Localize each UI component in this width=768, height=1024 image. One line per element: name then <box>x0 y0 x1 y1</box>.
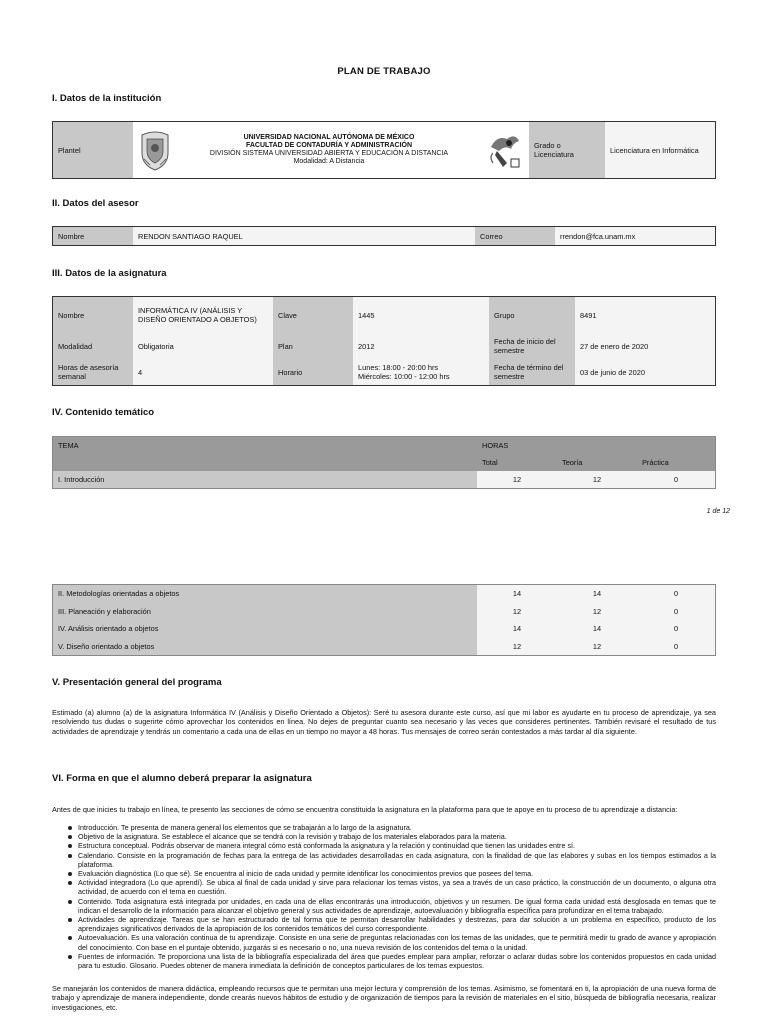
horario-line-1: Lunes: 18:00 - 20:00 hrs <box>358 363 439 372</box>
faculty-name: FACULTAD DE CONTADURÍA Y ADMINISTRACIÓN <box>245 142 413 149</box>
list-item: Objetivo de la asignatura. Se establece el alcance que se tendrá con la revisión y trabajo de los materiales elaborados para la materia. <box>66 832 716 841</box>
termino-label: Fecha de término del semestre <box>489 359 575 385</box>
section-contenido-heading: IV. Contenido temático <box>52 407 155 418</box>
table-row <box>53 603 715 621</box>
list-item: Introducción. Te presenta de manera general los elementos que se trabajarán a lo largo de la asignatura. <box>66 823 716 832</box>
clave-value: 1445 <box>353 297 489 333</box>
total-cell: 12 <box>477 603 557 621</box>
asesor-correo-label: Correo <box>475 227 555 245</box>
practica-cell: 0 <box>637 638 715 656</box>
horas-value: 4 <box>133 359 273 385</box>
plantel-label: Plantel <box>53 122 133 178</box>
horario-line-2: Miércoles: 10:00 - 12:00 hrs <box>358 372 450 381</box>
horario-label: Horario <box>273 359 353 385</box>
grado-value: Licenciatura en Informática <box>605 122 715 178</box>
section-asesor-heading: II. Datos del asesor <box>52 198 139 209</box>
total-header: Total <box>477 454 557 471</box>
division-name: DIVISIÓN SISTEMA UNIVERSIDAD ABIERTA Y EDUCACIÓN A DISTANCIA <box>209 150 449 157</box>
tema-cell: II. Metodologías orientadas a objetos <box>53 585 477 603</box>
modalidad-text: Modalidad: A Distancia <box>293 158 365 165</box>
asignatura-nombre-value: INFORMÁTICA IV (ANÁLISIS Y DISEÑO ORIENTADO A OBJETOS) <box>133 297 273 333</box>
table-row <box>53 585 715 603</box>
teoria-cell: 12 <box>557 638 637 656</box>
unam-seal-icon <box>133 129 177 171</box>
asesor-correo-value: rrendon@fca.unam.mx <box>555 227 715 245</box>
teoria-cell: 14 <box>557 620 637 638</box>
modalidad-value: Obligatoria <box>133 333 273 359</box>
page-title: PLAN DE TRABAJO <box>337 66 431 77</box>
horas-header: HORAS <box>477 437 715 454</box>
teoria-cell: 14 <box>557 585 637 603</box>
section-forma-heading: VI. Forma en que el alumno deberá preparar la asignatura <box>52 773 312 784</box>
asignatura-table <box>52 296 716 386</box>
list-item: Autoevaluación. Es una valoración continua de tu aprendizaje. Consiste en una serie de preguntas relacionadas con los temas de las unidades, que te permitirá medir tu grado de avance y apropiación del conocimiento. Con base en el puntaje obtenido, juzgarás si es necesario o no, una nueva revisión de los contenidos del tema o la unidad. <box>66 933 716 951</box>
horas-label: Horas de asesoría semanal <box>53 359 133 385</box>
contenido-table-page1 <box>52 436 716 489</box>
grado-label: Grado o Licenciatura <box>529 122 605 178</box>
presentacion-paragraph: Estimado (a) alumno (a) de la asignatura Informática IV (Análisis y Diseño Orientado a Objetos): Seré tu asesora durante este curso, así que mi labor es ayudarte en tu proceso de aprendizaje, ya sea resolviendo tus dudas o sugerirte cómo aprovechar los contenidos en línea. No dejes de preguntar cuanto sea necesario y las veces que consideres pertinentes. También revisaré el resultado de tus actividades de aprendizaje y tendrás un comentario a cada una de ellas en un tiempo no mayor a 48 horas. Tus mensajes de correo serán contestados a más tardar al día siguiente. <box>52 708 716 736</box>
forma-closing-paragraph: Se manejarán los contenidos de manera didáctica, empleando recursos que te permitan una mejor lectura y comprensión de los temas. Asimismo, se fomentará en ti, la apropiación de una nueva forma de trabajo y aprendizaje de manera independiente, donde crearás nuevos hábitos de estudio y de organización de tiempos para la revisión de materiales en el sitio, búsqueda de bibliografía necesaria, realizar investigaciones, etc. <box>52 984 716 1012</box>
table-row <box>53 620 715 638</box>
clave-label: Clave <box>273 297 353 333</box>
tema-cell: IV. Análisis orientado a objetos <box>53 620 477 638</box>
asesor-table <box>52 226 716 246</box>
forma-intro-paragraph: Antes de que inicies tu trabajo en línea, te presento las secciones de cómo se encuentra constituida la asignatura en la plataforma para que te apoye en tu proceso de tu aprendizaje a distancia: <box>52 805 678 814</box>
table-row <box>53 638 715 656</box>
list-item: Evaluación diagnóstica (Lo que sé). Se encuentra al inicio de cada unidad y permite identificar los conocimientos previos que posees del tema. <box>66 869 716 878</box>
total-cell: 14 <box>477 585 557 603</box>
teoria-header: Teoría <box>557 454 637 471</box>
fca-logo-icon <box>481 129 529 171</box>
practica-cell: 0 <box>637 603 715 621</box>
modalidad-label: Modalidad <box>53 333 133 359</box>
tema-cell: V. Diseño orientado a objetos <box>53 638 477 656</box>
list-item: Fuentes de información. Te proporciona una lista de la bibliografía especializada del área que puedes emplear para ampliar, reforzar o aclarar dudas sobre los contenidos propuestos en cada unidad para tu estudio. Glosario. Puedes obtener de manera inmediata la definición de conceptos particulares de los temas expuestos. <box>66 952 716 970</box>
tema-cell: III. Planeación y elaboración <box>53 603 477 621</box>
plan-value: 2012 <box>353 333 489 359</box>
tema-header: TEMA <box>53 437 477 454</box>
contenido-table-page2 <box>52 584 716 656</box>
practica-cell: 0 <box>637 471 715 488</box>
university-name: UNIVERSIDAD NACIONAL AUTÓNOMA DE MÉXICO <box>243 134 415 141</box>
section-presentacion-heading: V. Presentación general del programa <box>52 677 222 688</box>
practica-header: Práctica <box>637 454 715 471</box>
list-item: Estructura conceptual. Podrás observar de manera integral cómo está conformada la asignatura y la relación y continuidad que tienen las unidades entre sí. <box>66 841 716 850</box>
asignatura-nombre-label: Nombre <box>53 297 133 333</box>
asesor-nombre-value: RENDON SANTIAGO RAQUEL <box>133 227 475 245</box>
list-item: Calendario. Consiste en la programación de fechas para la entrega de las actividades desarrolladas en cada asignatura, con la finalidad de que las elabores y subas en los tiempos estimados a la plataforma. <box>66 851 716 869</box>
termino-value: 03 de junio de 2020 <box>575 359 715 385</box>
forma-list <box>66 823 716 970</box>
plan-label: Plan <box>273 333 353 359</box>
list-item: Contenido. Toda asignatura está integrada por unidades, en cada una de ellas encontrarás una introducción, objetivos y un resumen. De igual forma cada unidad está desglosada en temas que te indican el desarrollo de la información para alcanzar el objetivo general y sus actividades de aprendizaje, autoevaluación y bibliografía específica para profundizar en el tema trabajado. <box>66 897 716 915</box>
tema-cell: I. Introducción <box>53 471 477 488</box>
grupo-label: Grupo <box>489 297 575 333</box>
institution-header <box>133 122 529 178</box>
section-institucion-heading: I. Datos de la institución <box>52 93 162 104</box>
inicio-label: Fecha de inicio del semestre <box>489 333 575 359</box>
total-cell: 12 <box>477 638 557 656</box>
inicio-value: 27 de enero de 2020 <box>575 333 715 359</box>
page-number: 1 de 12 <box>706 508 730 515</box>
section-asignatura-heading: III. Datos de la asignatura <box>52 268 167 279</box>
practica-cell: 0 <box>637 620 715 638</box>
teoria-cell: 12 <box>557 603 637 621</box>
total-cell: 12 <box>477 471 557 488</box>
grupo-value: 8491 <box>575 297 715 333</box>
table-row <box>53 471 715 488</box>
teoria-cell: 12 <box>557 471 637 488</box>
list-item: Actividades de aprendizaje. Tareas que se han estructurado de tal forma que te permitan desarrollar habilidades y destrezas, para dar solución a un problema en específico, producto de los aprendizajes significativos derivados de la apropiación de los contenidos temáticos del curso correspondiente. <box>66 915 716 933</box>
horario-value <box>353 359 489 385</box>
practica-cell: 0 <box>637 585 715 603</box>
total-cell: 14 <box>477 620 557 638</box>
institucion-table <box>52 121 716 179</box>
list-item: Actividad integradora (Lo que aprendí). Se ubica al final de cada unidad y sirve para relacionar los temas vistos, ya sea a través de un caso práctico, la construcción de un documento, o alguna otra actividad, de acuerdo con el tema en cuestión. <box>66 878 716 896</box>
asesor-nombre-label: Nombre <box>53 227 133 245</box>
